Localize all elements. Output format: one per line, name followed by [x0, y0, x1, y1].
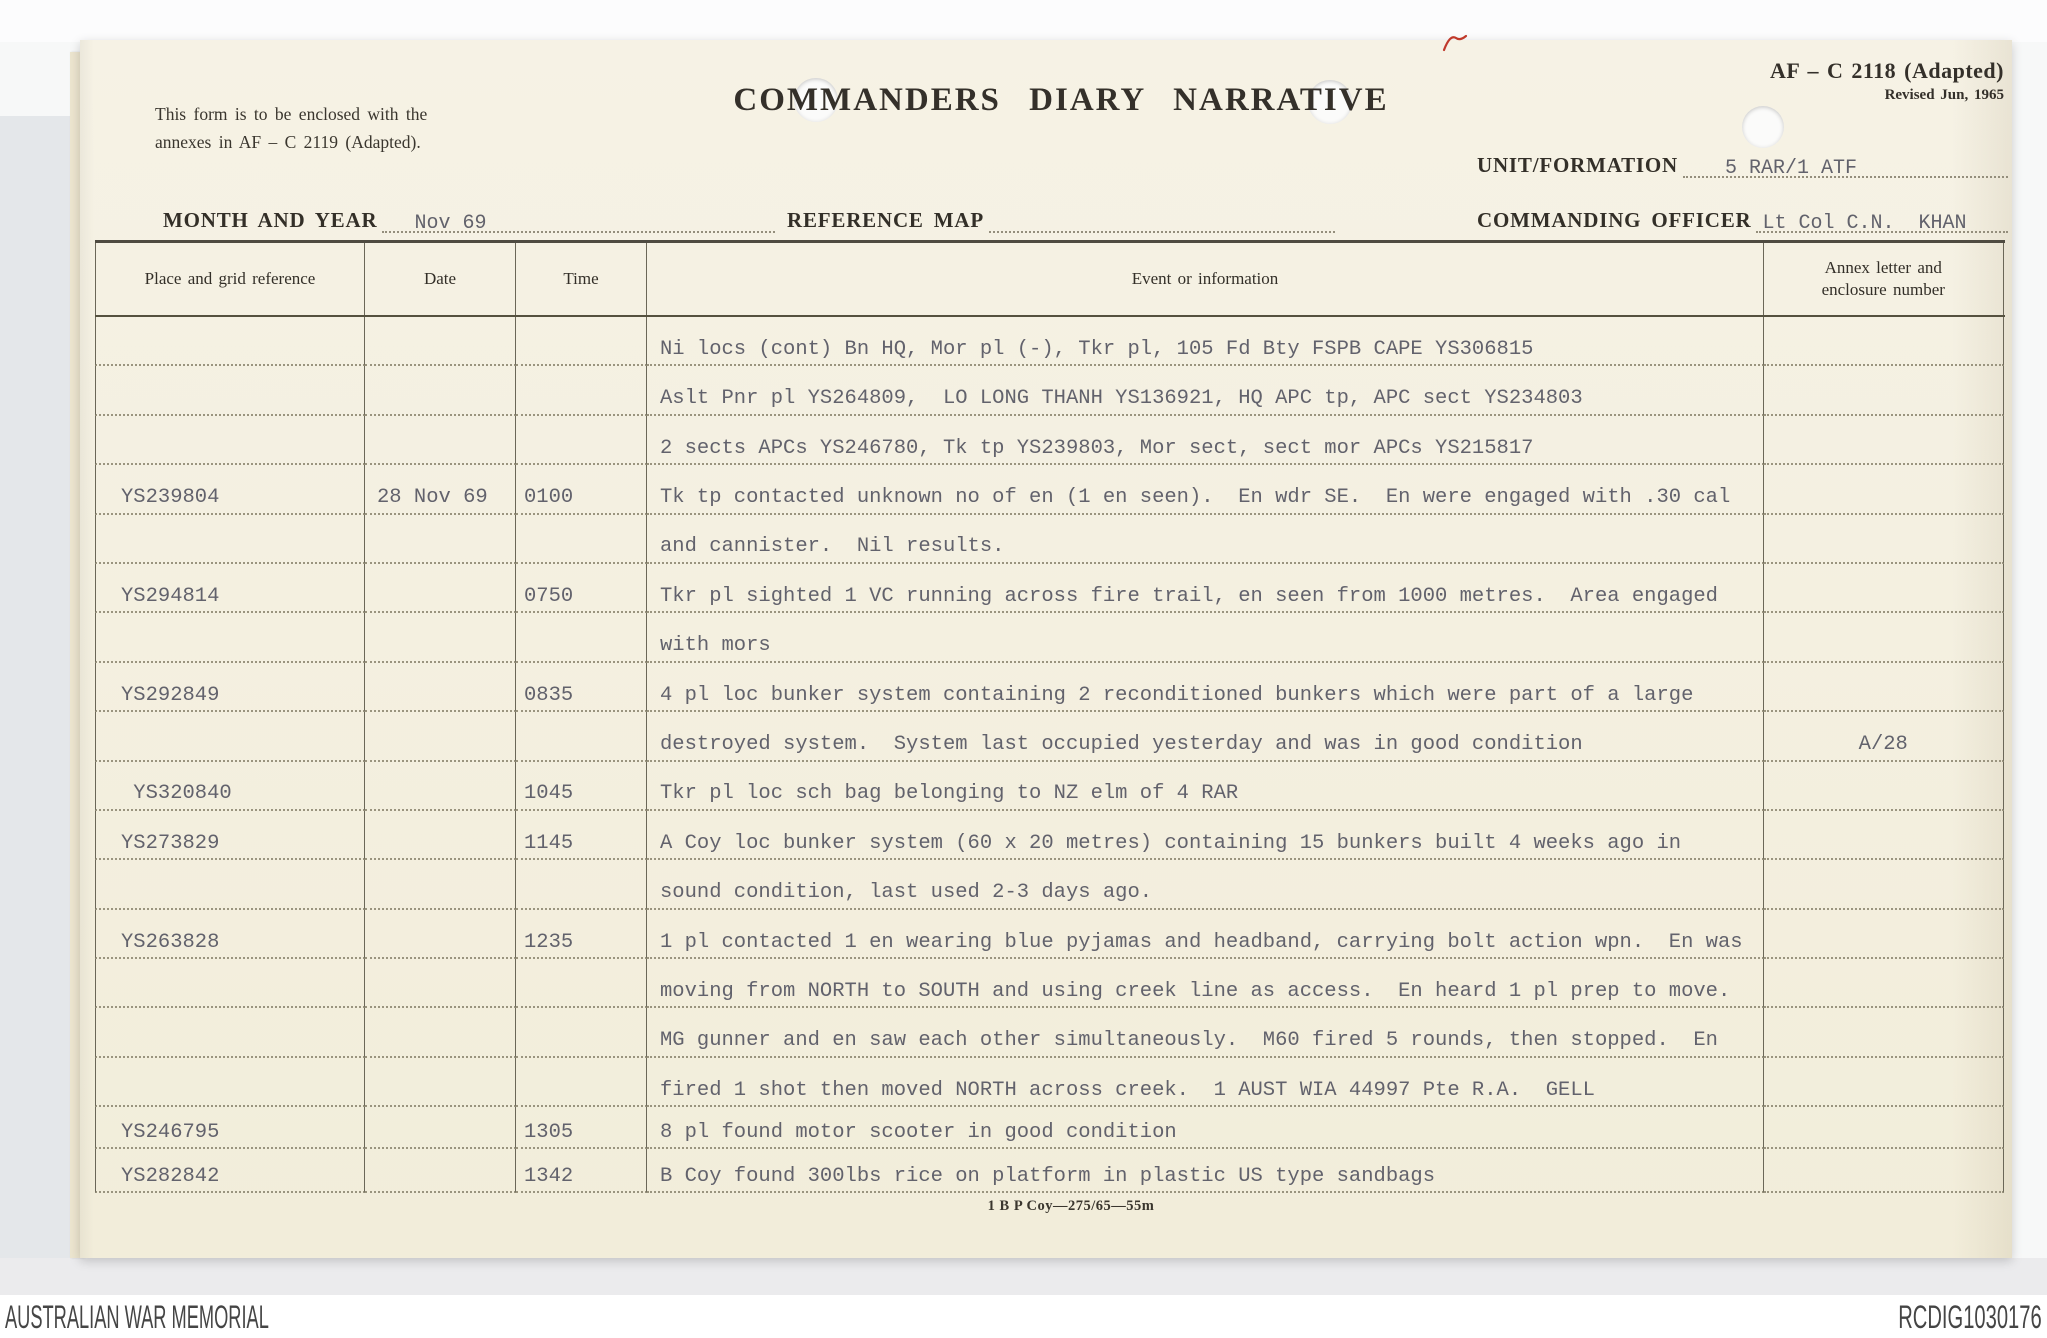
enclosure-note-line1: This form is to be enclosed with the — [155, 104, 428, 124]
cell-time — [516, 613, 647, 662]
cell-text: MG gunner and en saw each other simultaneously. M60 fired 5 rounds, then stopped. En — [660, 1029, 1718, 1053]
archive-name: AUSTRALIAN WAR MEMORIAL — [5, 1299, 269, 1335]
cell-time — [516, 860, 647, 909]
cell-annex-letter — [1764, 465, 2004, 514]
cell-text — [516, 360, 524, 364]
cell-place-grid-reference — [95, 416, 365, 465]
cell-annex-letter — [1764, 1058, 2004, 1107]
cell-text — [365, 706, 377, 710]
form-number-block — [1770, 58, 2004, 104]
cell-text: Tk tp contacted unknown no of en (1 en seen). En wdr SE. En were engaged with .30 cal — [660, 486, 1731, 510]
cell-annex-letter — [1764, 366, 2004, 415]
diary-table-header — [95, 243, 2005, 317]
document-page — [80, 40, 2012, 1258]
cell-annex-letter — [1764, 762, 2004, 811]
cell-text — [516, 410, 524, 414]
cell-text — [365, 459, 377, 463]
cell-time — [516, 910, 647, 959]
cell-date — [365, 712, 516, 761]
scanner-background-left — [0, 116, 80, 1296]
cell-text: Tkr pl sighted 1 VC running across fire trail, en seen from 1000 metres. Area engaged — [660, 584, 1718, 608]
cell-text: with mors — [660, 634, 771, 658]
cell-text — [96, 1101, 121, 1105]
cell-text: 0835 — [524, 683, 574, 707]
cell-place-grid-reference — [95, 1008, 365, 1057]
cell-annex-letter — [1764, 564, 2004, 613]
cell-text: YS246795 — [121, 1120, 220, 1144]
unit-formation-value: 5 RAR/1 ATF — [1724, 157, 1858, 180]
cell-text — [516, 1101, 524, 1105]
cell-annex-letter — [1764, 1149, 2004, 1193]
cell-text — [365, 1187, 377, 1191]
cell-date — [365, 959, 516, 1008]
cell-text — [365, 1143, 377, 1147]
archive-footer-bar — [0, 1295, 2047, 1338]
cell-text — [96, 459, 121, 463]
cell-event-or-information — [647, 1107, 1764, 1149]
cell-event-or-information — [647, 465, 1764, 514]
table-row — [95, 860, 2005, 909]
cell-event-or-information — [647, 1058, 1764, 1107]
cell-text: 1235 — [524, 930, 574, 954]
dotted-leader — [1683, 148, 2008, 178]
cell-place-grid-reference — [95, 564, 365, 613]
cell-date — [365, 1107, 516, 1149]
cell-text: YS273829 — [121, 831, 220, 855]
cell-text — [365, 805, 377, 809]
cell-event-or-information — [647, 762, 1764, 811]
cell-text: 28 Nov 69 — [377, 486, 488, 510]
cell-date — [365, 860, 516, 909]
cell-text: 1305 — [524, 1120, 574, 1144]
table-row — [95, 613, 2005, 662]
cell-text — [365, 904, 377, 908]
table-row — [95, 1058, 2005, 1107]
cell-text — [96, 1052, 121, 1056]
cell-event-or-information — [647, 1008, 1764, 1057]
dotted-leader — [989, 203, 1335, 233]
form-number: AF – C 2118 (Adapted) — [1769, 58, 2004, 83]
cell-place-grid-reference — [95, 663, 365, 712]
cell-text — [96, 360, 121, 364]
cell-event-or-information — [647, 317, 1764, 366]
cell-place-grid-reference — [95, 762, 365, 811]
cell-text: and cannister. Nil results. — [660, 535, 1005, 559]
cell-text — [516, 558, 524, 562]
cell-annex-letter — [1764, 663, 2004, 712]
cell-annex-letter — [1764, 712, 2004, 761]
cell-text: YS282842 — [121, 1164, 220, 1188]
header-date: Date — [365, 243, 516, 315]
cell-text — [516, 1052, 524, 1056]
cell-text: Aslt Pnr pl YS264809, LO LONG THANH YS136921, HQ APC tp, APC sect YS234803 — [660, 387, 1583, 411]
cell-text — [516, 657, 524, 661]
cell-text — [96, 558, 121, 562]
cell-text: YS294814 — [121, 584, 220, 608]
table-row — [95, 762, 2005, 811]
commanding-officer-value: Lt Col C.N. KHAN — [1762, 212, 1967, 235]
table-row — [95, 1008, 2005, 1057]
cell-text: 2 sects APCs YS246780, Tk tp YS239803, Mor sect, sect mor APCs YS215817 — [660, 436, 1534, 460]
cell-date — [365, 1008, 516, 1057]
cell-event-or-information — [647, 416, 1764, 465]
cell-time — [516, 564, 647, 613]
cell-time — [516, 762, 647, 811]
cell-time — [516, 811, 647, 860]
cell-text — [365, 1101, 377, 1105]
cell-time — [516, 663, 647, 712]
cell-place-grid-reference — [95, 465, 365, 514]
cell-time — [516, 1107, 647, 1149]
red-pen-mark — [1440, 32, 1470, 54]
cell-event-or-information — [647, 564, 1764, 613]
table-row — [95, 712, 2005, 761]
cell-event-or-information — [647, 811, 1764, 860]
cell-text — [365, 410, 377, 414]
cell-text: 0100 — [524, 486, 574, 510]
table-row — [95, 1149, 2005, 1193]
header-time: Time — [516, 243, 647, 315]
cell-text: Ni locs (cont) Bn HQ, Mor pl (-), Tkr pl, 105 Fd Bty FSPB CAPE YS306815 — [660, 337, 1534, 361]
cell-annex-letter — [1764, 613, 2004, 662]
cell-time — [516, 959, 647, 1008]
commanding-officer-label: COMMANDING OFFICER — [1477, 208, 1752, 232]
dotted-leader — [1756, 203, 2008, 233]
scanner-background-top — [0, 0, 2047, 42]
diary-table — [95, 240, 2005, 1193]
cell-text: YS292849 — [121, 683, 220, 707]
cell-date — [365, 1058, 516, 1107]
cell-text: destroyed system. System last occupied yesterday and was in good condition — [660, 733, 1583, 757]
cell-text — [96, 756, 121, 760]
cell-date — [365, 811, 516, 860]
cell-date — [365, 515, 516, 564]
cell-time — [516, 366, 647, 415]
form-revision: Revised Jun, 1965 — [1884, 87, 2004, 103]
month-year-value: Nov 69 — [414, 212, 487, 235]
table-row — [95, 416, 2005, 465]
cell-place-grid-reference — [95, 613, 365, 662]
cell-time — [516, 1058, 647, 1107]
cell-date — [365, 663, 516, 712]
cell-time — [516, 1149, 647, 1193]
cell-annex-letter — [1764, 860, 2004, 909]
page-title: COMMANDERS DIARY NARRATIVE — [733, 82, 1389, 118]
table-row — [95, 959, 2005, 1008]
cell-annex-letter — [1764, 416, 2004, 465]
field-unit-formation — [1477, 148, 2008, 178]
cell-text — [365, 607, 377, 611]
header-event-or-information: Event or information — [647, 243, 1764, 315]
cell-time — [516, 515, 647, 564]
cell-date — [365, 910, 516, 959]
header-place-grid-reference: Place and grid reference — [95, 243, 365, 315]
cell-place-grid-reference — [95, 1058, 365, 1107]
cell-event-or-information — [647, 515, 1764, 564]
cell-event-or-information — [647, 366, 1764, 415]
cell-text: B Coy found 300lbs rice on platform in plastic US type sandbags — [660, 1164, 1436, 1188]
cell-annex-letter — [1764, 317, 2004, 366]
cell-date — [365, 1149, 516, 1193]
cell-annex-letter — [1764, 910, 2004, 959]
cell-event-or-information — [647, 1149, 1764, 1193]
cell-time — [516, 416, 647, 465]
print-code: 1 B P Coy—275/65—55m — [987, 1198, 1155, 1214]
field-reference-map — [787, 203, 1335, 233]
cell-place-grid-reference — [95, 712, 365, 761]
cell-text: sound condition, last used 2-3 days ago. — [660, 881, 1153, 905]
cell-text: A/28 — [1858, 733, 1908, 757]
cell-date — [365, 613, 516, 662]
cell-text: A Coy loc bunker system (60 x 20 metres) containing 15 bunkers built 4 weeks ago in — [660, 831, 1682, 855]
cell-date — [365, 564, 516, 613]
cell-time — [516, 1008, 647, 1057]
cell-date — [365, 416, 516, 465]
cell-text — [365, 1002, 377, 1006]
cell-text: YS263828 — [121, 930, 220, 954]
cell-place-grid-reference — [95, 910, 365, 959]
cell-annex-letter — [1764, 1008, 2004, 1057]
reference-map-label: REFERENCE MAP — [787, 208, 984, 232]
cell-place-grid-reference — [95, 1149, 365, 1193]
cell-text: 8 pl found motor scooter in good condition — [660, 1120, 1177, 1144]
cell-text: 1145 — [524, 831, 574, 855]
cell-annex-letter — [1764, 811, 2004, 860]
enclosure-note-line2: annexes in AF – C 2119 (Adapted). — [155, 132, 421, 152]
cell-date — [365, 366, 516, 415]
cell-time — [516, 317, 647, 366]
cell-place-grid-reference — [95, 515, 365, 564]
cell-text — [96, 657, 121, 661]
cell-text — [516, 459, 524, 463]
cell-date — [365, 465, 516, 514]
cell-date — [365, 762, 516, 811]
cell-time — [516, 712, 647, 761]
cell-time — [516, 465, 647, 514]
table-row — [95, 910, 2005, 959]
cell-text: Tkr pl loc sch bag belonging to NZ elm of 4 RAR — [660, 782, 1239, 806]
cell-event-or-information — [647, 613, 1764, 662]
cell-text — [96, 904, 121, 908]
cell-text: YS239804 — [121, 486, 220, 510]
cell-event-or-information — [647, 712, 1764, 761]
cell-place-grid-reference — [95, 811, 365, 860]
cell-text — [516, 756, 524, 760]
cell-date — [365, 317, 516, 366]
dotted-leader — [382, 203, 775, 233]
cell-event-or-information — [647, 663, 1764, 712]
scanner-background-bottom — [0, 1258, 2047, 1295]
field-commanding-officer — [1477, 203, 2008, 233]
cell-text — [365, 953, 377, 957]
cell-text: 4 pl loc bunker system containing 2 reconditioned bunkers which were part of a large — [660, 683, 1694, 707]
cell-text: YS320840 — [121, 782, 232, 806]
cell-text: moving from NORTH to SOUTH and using creek line as access. En heard 1 pl prep to move. — [660, 979, 1731, 1003]
archive-reference-id: RCDIG1030176 — [1898, 1299, 2042, 1335]
table-row — [95, 465, 2005, 514]
cell-text — [365, 558, 377, 562]
cell-place-grid-reference — [95, 860, 365, 909]
cell-annex-letter — [1764, 959, 2004, 1008]
cell-text: 1045 — [524, 782, 574, 806]
diary-table-body — [95, 317, 2005, 1193]
cell-event-or-information — [647, 959, 1764, 1008]
cell-text — [516, 904, 524, 908]
cell-text: 1 pl contacted 1 en wearing blue pyjamas and headband, carrying bolt action wpn. En was — [660, 930, 1743, 954]
cell-place-grid-reference — [95, 366, 365, 415]
table-row — [95, 663, 2005, 712]
table-row — [95, 366, 2005, 415]
cell-place-grid-reference — [95, 1107, 365, 1149]
cell-text: 1342 — [524, 1164, 574, 1188]
cell-text — [96, 410, 121, 414]
cell-text: fired 1 shot then moved NORTH across creek. 1 AUST WIA 44997 Pte R.A. GELL — [660, 1078, 1595, 1102]
table-row — [95, 811, 2005, 860]
cell-text — [365, 360, 377, 364]
cell-annex-letter — [1764, 515, 2004, 564]
table-row — [95, 1107, 2005, 1149]
cell-event-or-information — [647, 860, 1764, 909]
cell-text — [365, 657, 377, 661]
cell-text — [365, 756, 377, 760]
month-year-label: MONTH AND YEAR — [163, 208, 378, 232]
cell-event-or-information — [647, 910, 1764, 959]
cell-text — [365, 1052, 377, 1056]
cell-text — [365, 854, 377, 858]
field-month-and-year — [163, 203, 775, 233]
table-row — [95, 515, 2005, 564]
cell-text: 0750 — [524, 584, 574, 608]
cell-annex-letter — [1764, 1107, 2004, 1149]
header-annex-letter: Annex letter and enclosure number — [1764, 243, 2004, 315]
cell-text — [96, 1002, 121, 1006]
table-row — [95, 317, 2005, 366]
cell-text — [516, 1002, 524, 1006]
cell-place-grid-reference — [95, 959, 365, 1008]
cell-place-grid-reference — [95, 317, 365, 366]
table-row — [95, 564, 2005, 613]
unit-formation-label: UNIT/FORMATION — [1477, 153, 1678, 177]
